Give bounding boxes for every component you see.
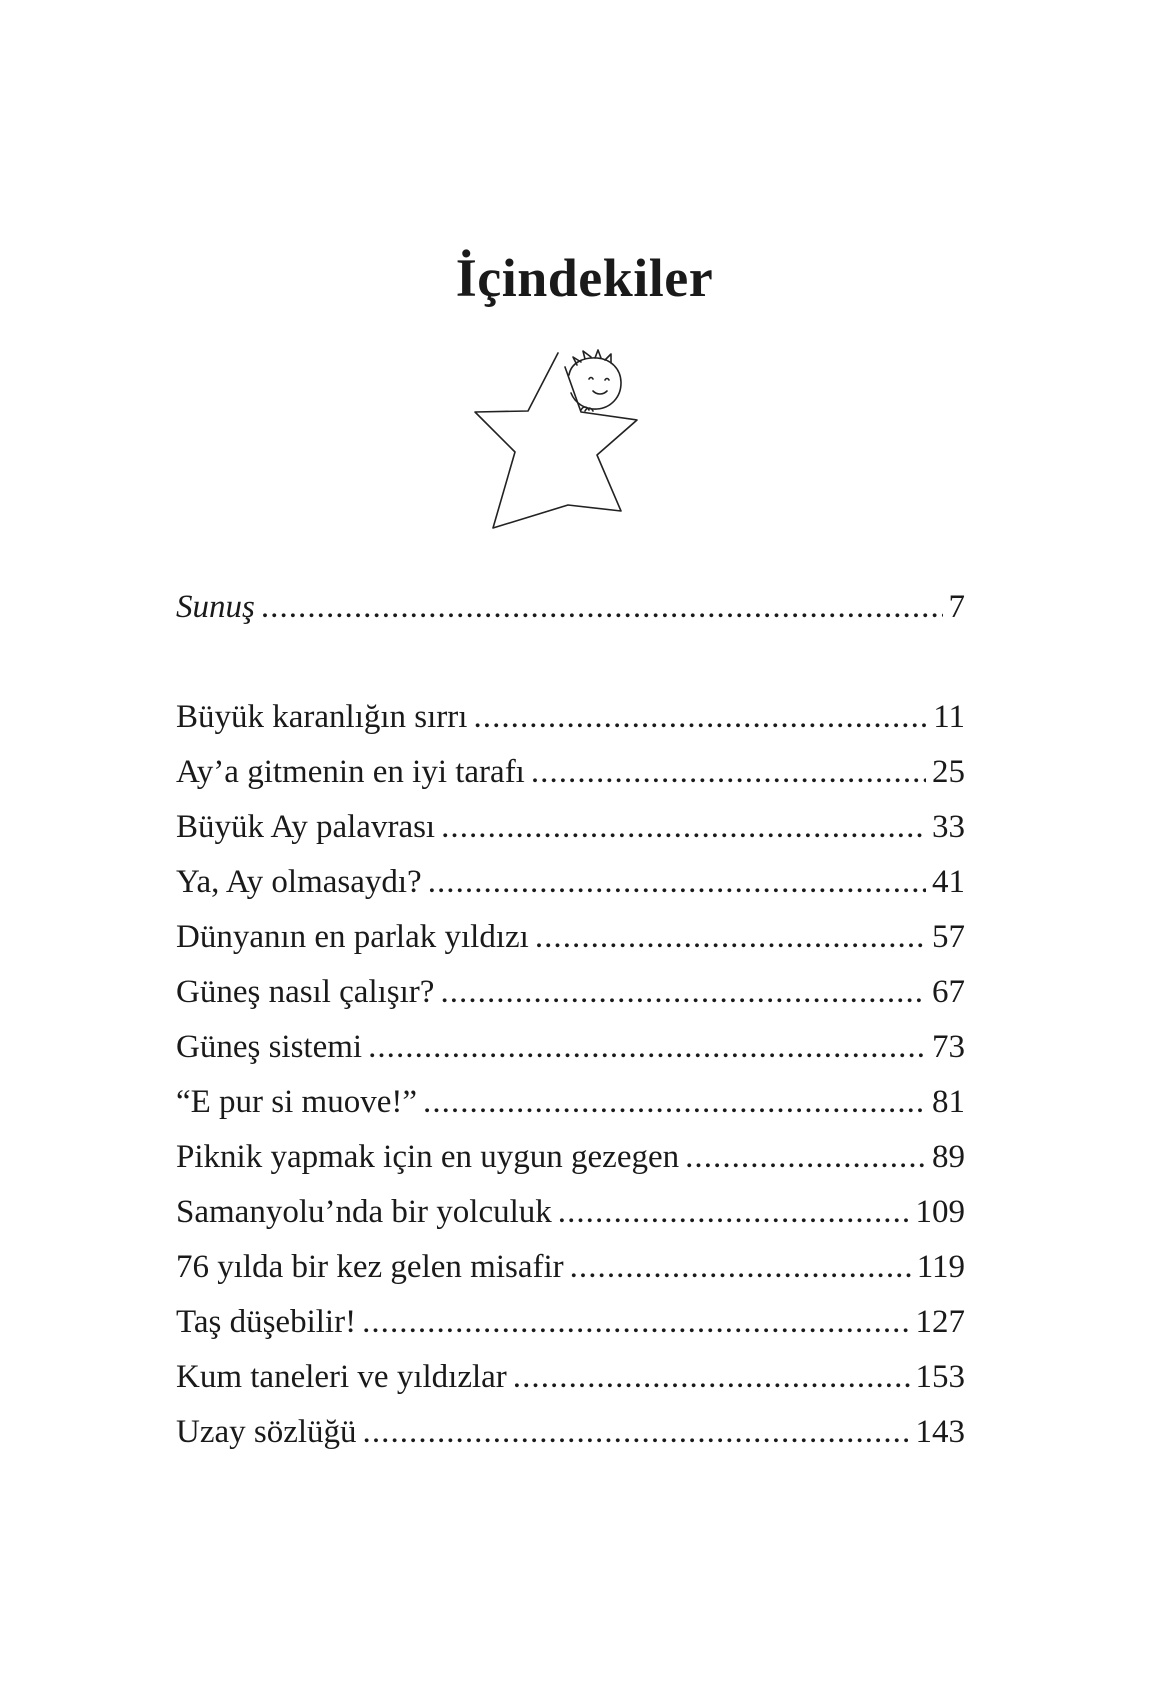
toc-entry-title: Piknik yapmak için en uygun gezegen (176, 1139, 680, 1175)
toc-entry-page: 127 (915, 1304, 965, 1340)
toc-entry[interactable] (176, 745, 965, 800)
toc-entry[interactable] (176, 1130, 965, 1185)
toc-entry-page: 25 (932, 754, 965, 790)
toc-entry-page: 119 (916, 1249, 965, 1285)
toc-entry-page: 153 (915, 1359, 965, 1395)
toc-entry-page: 109 (915, 1194, 965, 1230)
toc-entry[interactable] (176, 800, 965, 855)
dot-leader (440, 965, 926, 1020)
toc-entry-page: 33 (932, 809, 965, 845)
toc-entry[interactable] (176, 1185, 965, 1240)
toc-preface (176, 580, 965, 635)
dot-leader (423, 1075, 926, 1130)
toc-entry-page: 73 (932, 1029, 965, 1065)
toc-entry-title: Kum taneleri ve yıldızlar (176, 1359, 507, 1395)
toc-entry[interactable] (176, 690, 965, 745)
toc-entry-title: Sunuş (176, 589, 255, 625)
toc-entry[interactable] (176, 1295, 965, 1350)
toc-entry-title: Güneş sistemi (176, 1029, 363, 1065)
dot-leader (531, 745, 926, 800)
toc-entry-title: “E pur si muove!” (176, 1084, 418, 1120)
toc-entry-page: 41 (932, 864, 965, 900)
toc-entry-title: Taş düşebilir! (176, 1304, 357, 1340)
toc-entry-page: 11 (933, 699, 965, 735)
dot-leader (428, 855, 926, 910)
dot-leader (261, 580, 943, 635)
toc-entry-title: Güneş nasıl çalışır? (176, 974, 435, 1010)
toc-entry-page: 57 (932, 919, 965, 955)
toc-entry-page: 143 (915, 1414, 965, 1450)
toc-entry-page: 67 (932, 974, 965, 1010)
toc-entry-page: 89 (932, 1139, 965, 1175)
toc-entry-page: 7 (948, 589, 965, 625)
toc-chapter-list (176, 690, 965, 1460)
star-with-boy-icon (465, 345, 665, 535)
toc-entry-title: Ya, Ay olmasaydı? (176, 864, 422, 900)
toc-entry-title: Uzay sözlüğü (176, 1414, 357, 1450)
toc-entry[interactable] (176, 855, 965, 910)
dot-leader (441, 800, 926, 855)
toc-entry[interactable] (176, 1075, 965, 1130)
toc-entry-title: Büyük karanlığın sırrı (176, 699, 468, 735)
dot-leader (363, 1405, 910, 1460)
dot-leader (368, 1020, 926, 1075)
toc-entry[interactable] (176, 965, 965, 1020)
toc-entry[interactable] (176, 910, 965, 965)
toc-entry-title: 76 yılda bir kez gelen misafir (176, 1249, 564, 1285)
dot-leader (513, 1350, 910, 1405)
dot-leader (535, 910, 926, 965)
toc-entry[interactable] (176, 1240, 965, 1295)
toc-entry-title: Samanyolu’nda bir yolculuk (176, 1194, 552, 1230)
toc-entry-title: Büyük Ay palavrası (176, 809, 436, 845)
dot-leader (558, 1185, 910, 1240)
dot-leader (473, 690, 927, 745)
dot-leader (362, 1295, 909, 1350)
toc-entry-page: 81 (932, 1084, 965, 1120)
toc-entry[interactable] (176, 1020, 965, 1075)
dot-leader (570, 1240, 911, 1295)
toc-entry-title: Ay’a gitmenin en iyi tarafı (176, 754, 525, 790)
toc-entry[interactable] (176, 1405, 965, 1460)
page-title: İçindekiler (455, 248, 714, 309)
toc-entry-title: Dünyanın en parlak yıldızı (176, 919, 529, 955)
toc-entry-preface[interactable] (176, 580, 965, 635)
dot-leader (685, 1130, 926, 1185)
toc-entry[interactable] (176, 1350, 965, 1405)
